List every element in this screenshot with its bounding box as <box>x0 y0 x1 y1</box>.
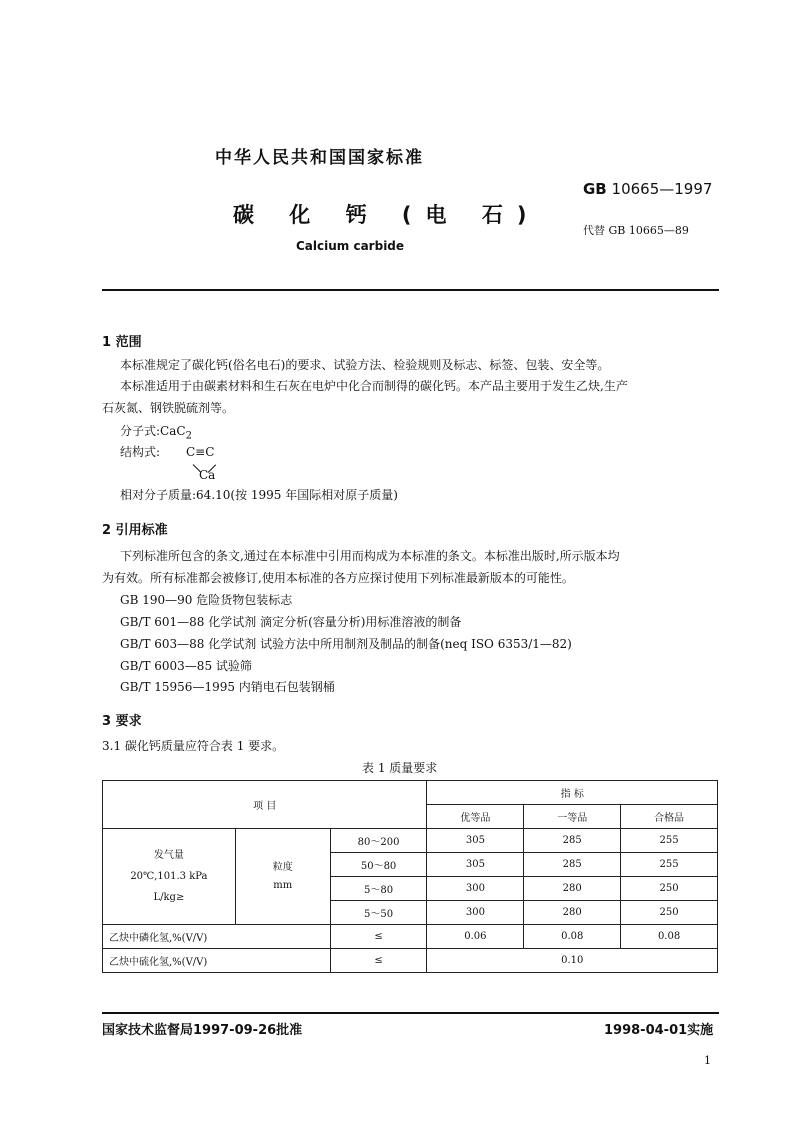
relative-molecular-mass: 相对分子质量:64.10(按 1995 年国际相对原子质量) <box>120 488 398 502</box>
national-standard-title: 中华人民共和国国家标准 <box>215 148 424 168</box>
clause-3-1: 3.1 碳化钙质量应符合表 1 要求。 <box>102 739 285 753</box>
s2-paragraph-1a: 下列标准所包含的条文,通过在本标准中引用而构成为本标准的条文。本标准出版时,所示版本均 <box>120 549 620 563</box>
value-cell: 300 <box>427 901 524 925</box>
s1-paragraph-1: 本标准规定了碳化钙(俗名电石)的要求、试验方法、检验规则及标志、标签、包装、安全等。 <box>120 358 610 372</box>
structure-label: 结构式: <box>120 445 161 459</box>
reference-item: GB/T 601—88 化学试剂 滴定分析(容量分析)用标准溶液的制备 <box>120 615 462 629</box>
value-cell: 250 <box>621 901 718 925</box>
header-rule <box>102 289 719 291</box>
gas-label-line: 20℃,101.3 kPa <box>130 871 208 882</box>
molecular-formula <box>120 422 192 445</box>
size-cell: 5～80 <box>330 877 427 901</box>
value-cell: 250 <box>621 877 718 901</box>
index-header: 指 标 <box>427 781 718 805</box>
s1-paragraph-2a: 本标准适用于由碳素材料和生石灰在电炉中化合而制得的碳化钙。本产品主要用于发生乙炔,生产 <box>120 379 628 393</box>
size-label-line: 粒度 <box>272 861 293 873</box>
gb-prefix: GB <box>583 180 607 198</box>
ph3-label: 乙炔中磷化氢,%(V/V) <box>103 925 331 949</box>
table-row <box>103 829 718 853</box>
value-cell: 285 <box>524 853 621 877</box>
reference-item: GB 190—90 危险货物包装标志 <box>120 593 293 607</box>
table-caption: 表 1 质量要求 <box>362 761 438 775</box>
value-cell: 280 <box>524 877 621 901</box>
table-row-h2s <box>103 949 718 973</box>
structure-bottom: Ca <box>199 468 216 482</box>
h2s-value: 0.10 <box>427 949 718 973</box>
h2s-label: 乙炔中硫化氢,%(V/V) <box>103 949 331 973</box>
value-cell: 305 <box>427 853 524 877</box>
section-2-heading: 2 引用标准 <box>102 523 168 538</box>
value-cell: 285 <box>524 829 621 853</box>
section-3-heading: 3 要求 <box>102 714 142 729</box>
formula-subscript: 2 <box>185 430 192 442</box>
structure-top: C≡C <box>186 445 215 459</box>
value-cell: 305 <box>427 829 524 853</box>
value-cell: 0.08 <box>524 925 621 949</box>
table-row-ph3 <box>103 925 718 949</box>
grade-premium: 优等品 <box>427 805 524 829</box>
item-header: 项 目 <box>103 781 427 829</box>
gas-label-line: L/kg≥ <box>153 892 185 903</box>
table-header-row <box>103 781 718 805</box>
reference-item: GB/T 6003—85 试验筛 <box>120 659 252 673</box>
document-title: 碳 化 钙 (电 石) <box>233 203 541 227</box>
s1-paragraph-2b: 石灰氮、钢铁脱硫剂等。 <box>102 401 235 415</box>
particle-size-label <box>235 829 330 925</box>
value-cell: 255 <box>621 853 718 877</box>
gb-number: 10665—1997 <box>611 180 713 198</box>
value-cell: 0.06 <box>427 925 524 949</box>
english-title: Calcium carbide <box>296 239 405 253</box>
footer-rule <box>102 1012 719 1014</box>
size-label-line: mm <box>273 879 293 891</box>
h2s-sign: ≤ <box>330 949 427 973</box>
value-cell: 300 <box>427 877 524 901</box>
page-number: 1 <box>704 1054 711 1067</box>
section-1-heading: 1 范围 <box>102 335 142 350</box>
reference-item: GB/T 603—88 化学试剂 试验方法中所用制剂及制品的制备(neq ISO 6353/1—82) <box>120 637 572 651</box>
s2-paragraph-1b: 为有效。所有标准都会被修订,使用本标准的各方应探讨使用下列标准最新版本的可能性。 <box>102 571 574 585</box>
value-cell: 255 <box>621 829 718 853</box>
gas-label-line: 发气量 <box>153 850 184 861</box>
formula-value: CaC <box>160 424 186 438</box>
value-cell: 0.08 <box>621 925 718 949</box>
effective-note: 1998-04-01实施 <box>604 1023 714 1038</box>
value-cell: 280 <box>524 901 621 925</box>
formula-label: 分子式: <box>120 424 161 438</box>
size-cell: 80～200 <box>330 829 427 853</box>
approval-note: 国家技术监督局1997-09-26批准 <box>102 1023 303 1038</box>
gas-yield-label <box>103 829 236 925</box>
replaces-note: 代替 GB 10665—89 <box>583 224 689 237</box>
ph3-sign: ≤ <box>330 925 427 949</box>
size-cell: 50～80 <box>330 853 427 877</box>
size-cell: 5～50 <box>330 901 427 925</box>
grade-qualified: 合格品 <box>621 805 718 829</box>
grade-first: 一等品 <box>524 805 621 829</box>
gb-code <box>583 180 712 198</box>
reference-item: GB/T 15956—1995 内销电石包装钢桶 <box>120 680 335 694</box>
quality-requirements-table <box>102 780 718 973</box>
